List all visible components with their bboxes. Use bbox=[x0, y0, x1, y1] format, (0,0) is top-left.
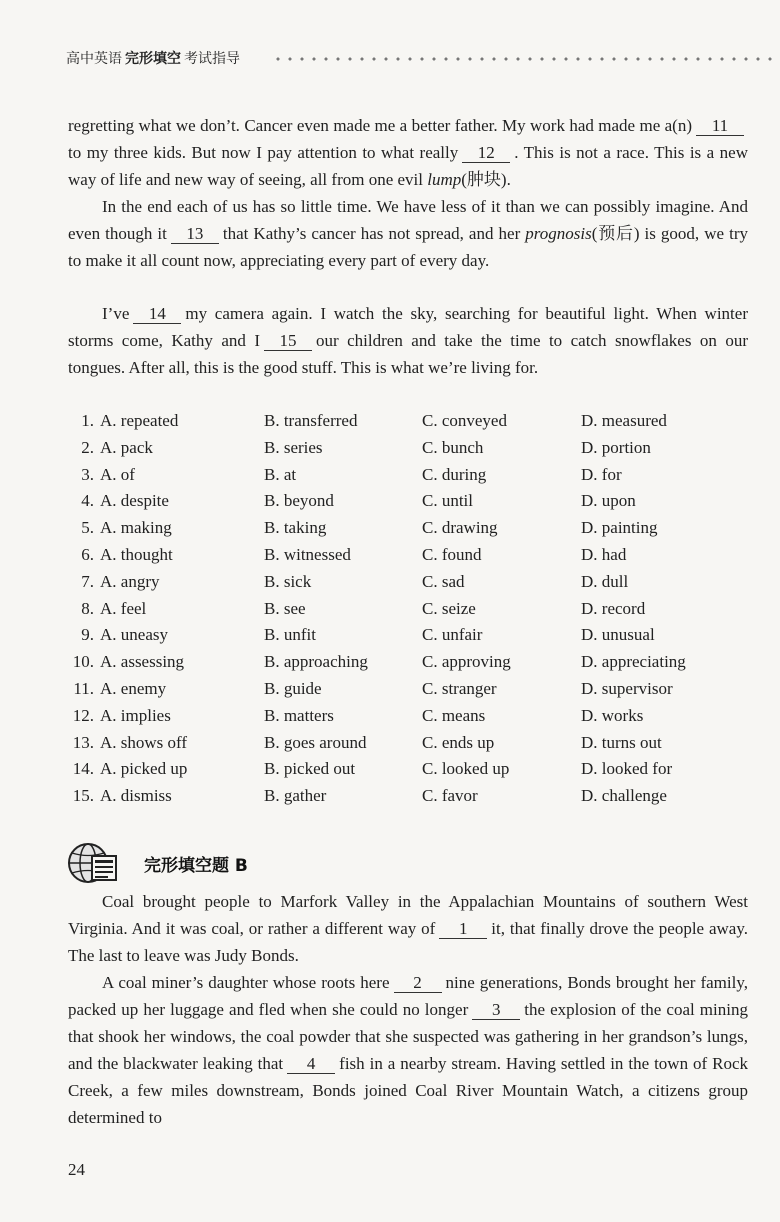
option-a: A. angry bbox=[100, 571, 160, 591]
question-number: 10. bbox=[72, 652, 94, 672]
passage-text: to my three kids. But now I pay attention to what really bbox=[68, 143, 459, 162]
blank-15: 15 bbox=[264, 332, 312, 351]
option-a: A. enemy bbox=[100, 678, 167, 698]
option-d: D. works bbox=[581, 705, 644, 725]
option-a: A. uneasy bbox=[100, 625, 168, 645]
option-d: D. appreciating bbox=[581, 652, 686, 672]
passage-text: (预后) is good, we try to make it all count now, appreciating every part of every day. bbox=[68, 224, 748, 270]
passage-a-paragraph-1 bbox=[68, 112, 748, 193]
question-number: 7. bbox=[81, 571, 94, 591]
option-d: D. painting bbox=[581, 518, 658, 538]
option-row bbox=[70, 676, 750, 703]
passage-text: . This is not a race. This is a new way of life and new way of seeing, all from one evil bbox=[68, 143, 748, 189]
option-a: A. pack bbox=[100, 437, 153, 457]
option-a: A. making bbox=[100, 518, 172, 538]
option-b: B. series bbox=[264, 437, 323, 457]
option-d: D. looked for bbox=[581, 759, 673, 779]
header-prefix: 高中英语 bbox=[66, 51, 122, 67]
option-c: C. stranger bbox=[422, 678, 497, 698]
option-c: C. until bbox=[422, 491, 474, 511]
option-row bbox=[70, 703, 750, 730]
passage-b-paragraph-1 bbox=[68, 888, 748, 969]
passage-text: (肿块). bbox=[461, 170, 511, 189]
option-row bbox=[70, 435, 750, 462]
option-row bbox=[70, 542, 750, 569]
passage-text: Coal brought people to Marfork Valley in the Appalachian Mountains of southern West Virginia. And it was coal, or rather a different way of bbox=[68, 892, 748, 938]
answer-options bbox=[70, 408, 750, 810]
passage-text: that Kathy’s cancer has not spread, and her bbox=[222, 224, 521, 243]
question-number: 15. bbox=[72, 786, 94, 806]
question-number: 13. bbox=[72, 732, 94, 752]
option-b: B. witnessed bbox=[264, 544, 351, 564]
question-number: 6. bbox=[81, 544, 94, 564]
option-d: D. challenge bbox=[581, 786, 667, 806]
section-b-heading bbox=[66, 840, 326, 886]
blank-1: 1 bbox=[439, 920, 487, 939]
option-a: A. assessing bbox=[100, 652, 185, 672]
passage-text: regretting what we don’t. Cancer even made me a better father. My work had made me a(n) bbox=[68, 116, 692, 135]
question-number: 11. bbox=[73, 678, 94, 698]
question-number: 5. bbox=[81, 518, 94, 538]
question-number: 3. bbox=[81, 464, 94, 484]
option-b: B. at bbox=[264, 464, 297, 484]
passage-text: the explosion of the coal mining that shook her windows, the coal powder that she suspected was gathering in her grandson’s lungs, and the blackwater leaking that bbox=[68, 1000, 748, 1073]
page-number: 24 bbox=[68, 1160, 85, 1179]
passage-text: nine generations, Bonds brought her family, packed up her luggage and fled when she could no longer bbox=[68, 973, 748, 1019]
option-c: C. bunch bbox=[422, 437, 484, 457]
option-c: C. looked up bbox=[422, 759, 510, 779]
option-d: D. supervisor bbox=[581, 678, 673, 698]
option-d: D. for bbox=[581, 464, 622, 484]
option-b: B. beyond bbox=[264, 491, 334, 511]
option-b: B. guide bbox=[264, 678, 322, 698]
blank-2: 2 bbox=[394, 974, 442, 993]
option-d: D. record bbox=[581, 598, 646, 618]
globe-document-icon bbox=[66, 840, 132, 886]
option-c: C. means bbox=[422, 705, 486, 725]
option-a: A. feel bbox=[100, 598, 147, 618]
header-suffix: 考试指导 bbox=[184, 51, 240, 67]
option-d: D. turns out bbox=[581, 732, 662, 752]
question-number: 8. bbox=[81, 598, 94, 618]
italic-term: lump bbox=[427, 170, 462, 189]
running-header bbox=[66, 48, 240, 68]
option-c: C. sad bbox=[422, 571, 465, 591]
option-a: A. thought bbox=[100, 544, 173, 564]
option-c: C. approving bbox=[422, 652, 511, 672]
option-b: B. approaching bbox=[264, 652, 368, 672]
option-b: B. sick bbox=[264, 571, 312, 591]
option-row bbox=[70, 756, 750, 783]
option-row bbox=[70, 649, 750, 676]
option-b: B. gather bbox=[264, 786, 327, 806]
option-c: C. conveyed bbox=[422, 411, 507, 430]
passage-a-paragraph-2 bbox=[68, 193, 748, 274]
passage-text: In the end each of us has so little time. We have less of it than we can possibly imagine. And even though it bbox=[68, 197, 748, 243]
option-row bbox=[70, 488, 750, 515]
question-number: 1. bbox=[81, 411, 94, 430]
option-c: C. found bbox=[422, 544, 482, 564]
option-c: C. seize bbox=[422, 598, 476, 618]
passage-text: our children and take the time to catch snowflakes on our tongues. After all, this is the good stuff. This is what we’re living for. bbox=[68, 331, 749, 377]
question-number: 2. bbox=[81, 437, 94, 457]
option-row bbox=[70, 730, 750, 757]
option-b: B. see bbox=[264, 598, 306, 618]
question-number: 9. bbox=[81, 625, 94, 645]
option-c: C. during bbox=[422, 464, 487, 484]
option-b: B. goes around bbox=[264, 732, 367, 752]
header-highlight: 完形填空 bbox=[125, 51, 181, 67]
question-number: 14. bbox=[72, 759, 94, 779]
option-row bbox=[70, 569, 750, 596]
option-row bbox=[70, 408, 750, 435]
option-a: A. despite bbox=[100, 491, 169, 511]
passage-text: fish in a nearby stream. Having settled in the town of Rock Creek, a few miles downstream, Bonds joined Coal River Mountain Watch, a citizens group determined to bbox=[68, 1054, 748, 1127]
option-c: C. favor bbox=[422, 786, 478, 806]
option-row bbox=[70, 515, 750, 542]
option-d: D. portion bbox=[581, 437, 651, 457]
option-d: D. had bbox=[581, 544, 627, 564]
option-d: D. upon bbox=[581, 491, 636, 511]
option-c: C. ends up bbox=[422, 732, 495, 752]
option-c: C. drawing bbox=[422, 518, 498, 538]
option-b: B. unfit bbox=[264, 625, 316, 645]
passage-text: A coal miner’s daughter whose roots here bbox=[102, 973, 390, 992]
blank-13: 13 bbox=[171, 225, 219, 244]
option-c: C. unfair bbox=[422, 625, 483, 645]
option-a: A. of bbox=[100, 464, 135, 484]
option-b: B. matters bbox=[264, 705, 334, 725]
italic-term: prognosis bbox=[525, 224, 592, 243]
passage-b-paragraph-2 bbox=[68, 969, 748, 1131]
option-d: D. dull bbox=[581, 571, 629, 591]
option-b: B. transferred bbox=[264, 411, 358, 430]
option-a: A. picked up bbox=[100, 759, 188, 779]
option-a: A. dismiss bbox=[100, 786, 172, 806]
section-b-title: 完形填空题 B bbox=[144, 856, 248, 876]
question-number: 4. bbox=[81, 491, 94, 511]
option-a: A. implies bbox=[100, 705, 171, 725]
option-d: D. unusual bbox=[581, 625, 655, 645]
option-a: A. repeated bbox=[100, 411, 179, 430]
blank-3: 3 bbox=[472, 1001, 520, 1020]
question-number: 12. bbox=[72, 705, 94, 725]
option-row bbox=[70, 622, 750, 649]
option-b: B. picked out bbox=[264, 759, 356, 779]
header-dotted-rule bbox=[272, 55, 772, 63]
option-row bbox=[70, 596, 750, 623]
option-row bbox=[70, 462, 750, 489]
blank-12: 12 bbox=[462, 144, 510, 163]
option-b: B. taking bbox=[264, 518, 327, 538]
passage-text: it, that finally drove the people away. The last to leave was Judy Bonds. bbox=[68, 919, 748, 965]
passage-text: my camera again. I watch the sky, searching for beautiful light. When winter storms come, Kathy and I bbox=[68, 304, 748, 350]
passage-text: I’ve bbox=[102, 304, 130, 323]
blank-11: 11 bbox=[696, 117, 744, 136]
option-a: A. shows off bbox=[100, 732, 188, 752]
blank-4: 4 bbox=[287, 1055, 335, 1074]
option-row bbox=[70, 783, 750, 810]
option-d: D. measured bbox=[581, 411, 667, 430]
passage-a-paragraph-3 bbox=[68, 300, 748, 381]
blank-14: 14 bbox=[133, 305, 181, 324]
